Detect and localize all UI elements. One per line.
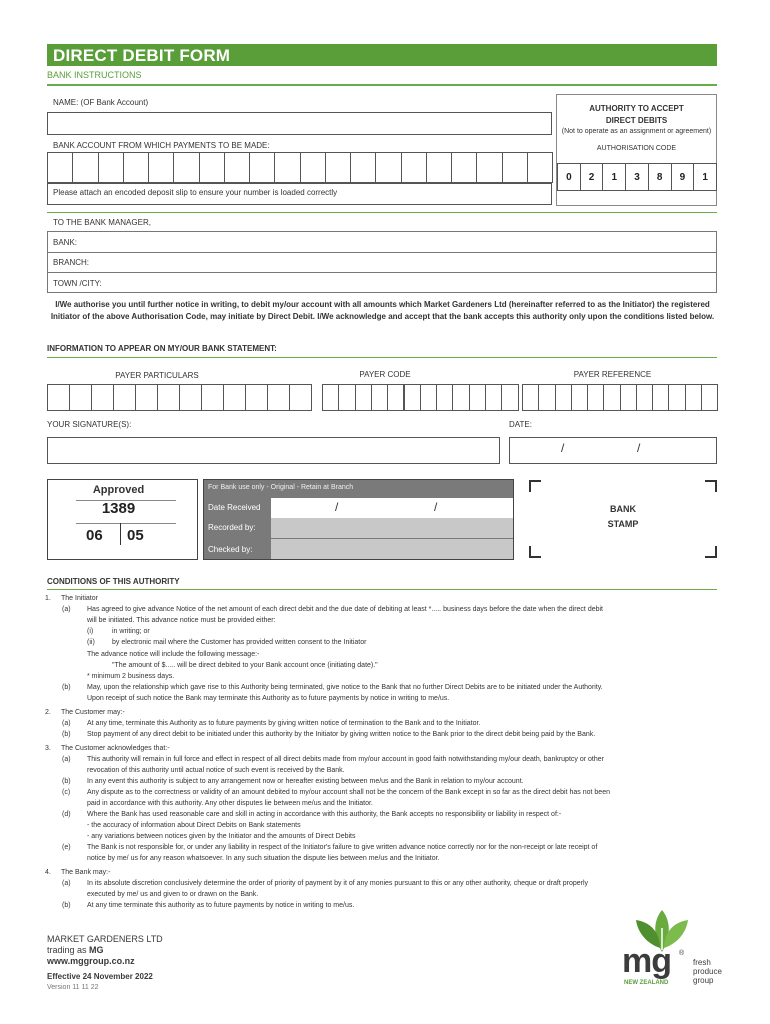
payer-code-label: PAYER CODE [359,370,411,379]
account-number-cells [47,152,552,183]
account-digit-cell[interactable] [249,152,275,183]
auth-code-digit: 2 [580,163,604,191]
divider [47,589,717,590]
account-digit-cell[interactable] [325,152,351,183]
condition-text: The advance notice will include the following message:- [87,651,260,658]
account-digit-cell[interactable] [502,152,528,183]
signature-field[interactable] [47,437,500,464]
condition-text: Upon receipt of such notice the Bank may terminate this Authority as to future payments by notice in writing to me/us. [87,695,450,702]
recorded-by-label: Recorded by: [208,523,256,532]
stamp-corner [705,480,717,492]
payer-cell[interactable] [469,384,486,411]
payer-cell[interactable] [485,384,502,411]
condition-text: - the accuracy of information about Direct Debits on Bank statements [87,822,301,829]
account-digit-cell[interactable] [224,152,250,183]
payer-cell[interactable] [179,384,202,411]
account-digit-cell[interactable] [148,152,174,183]
divider [47,252,717,253]
condition-text: In any event this authority is subject to any arrangement now or hereafter existing between me/us and the Bank in relation to my/our account. [87,778,524,785]
condition-text: At any time terminate this authority as to future payments by notice in writing to me/us. [87,902,355,909]
payer-cell[interactable] [587,384,604,411]
payer-cell[interactable] [555,384,572,411]
payer-cell[interactable] [420,384,437,411]
account-digit-cell[interactable] [401,152,427,183]
approved-label: Approved [92,484,145,496]
to-manager: TO THE BANK MANAGER, [53,218,151,227]
auth-code-label: AUTHORISATION CODE [596,145,677,152]
payer-cell[interactable] [603,384,620,411]
condition-number: (i) [87,628,94,635]
stamp-corner [529,546,541,558]
condition-text: Stop payment of any direct debit to be initiated under this authority by the Initiator by giving written notice to the Bank prior to the direct debit being paid by the Bank. [87,731,596,738]
payer-cell[interactable] [201,384,224,411]
condition-text: * minimum 2 business days. [87,673,175,680]
divider [120,523,121,545]
condition-text: paid in accordance with this authority. Any other disputes lie between me/us and the Initiator. [87,800,373,807]
condition-number: (b) [62,731,71,738]
logo-tag: produce [693,967,722,976]
payer-cell[interactable] [652,384,669,411]
bank-details-box [47,231,717,293]
payer-cell[interactable] [355,384,372,411]
trading-prefix: trading as [47,945,90,955]
payer-cell[interactable] [404,384,421,411]
authority-title-1: AUTHORITY TO ACCEPT [589,104,684,113]
payer-cell[interactable] [685,384,702,411]
condition-text: Any dispute as to the correctness or validity of an amount debited to my/our account shall not be the concern of the Bank except in so far as the direct debit has not been [87,789,610,796]
payer-particulars-label: PAYER PARTICULARS [115,371,199,380]
account-digit-cell[interactable] [350,152,376,183]
auth-code-digit: 8 [648,163,672,191]
logo-country: NEW ZEALAND [624,980,669,986]
authorise-text: I/We authorise you until further notice in writing, to debit my/our account with all amounts which Market Gardeners Ltd (hereinafter referred to as the Initiator) the registered Initiator of the above Authorisation Code, may initiate by Direct Debit. I/We acknowledge and accept that the bank accepts this authority only upon the conditions listed below. [50,300,715,321]
payer-cell[interactable] [338,384,355,411]
name-label: NAME: (OF Bank Account) [53,98,149,107]
divider [47,212,717,213]
condition-text: Where the Bank has used reasonable care and skill in acting in accordance with this authority, the Bank accepts no responsibility or liability in respect of:- [87,811,562,818]
date-received-field[interactable] [271,498,513,518]
payer-cell[interactable] [387,384,404,411]
payer-cell[interactable] [636,384,653,411]
date-separator: / [434,500,438,514]
condition-number: (e) [62,844,71,851]
auth-code-digit: 3 [625,163,649,191]
condition-text: revocation of this authority until actual notice of such event is received by the Bank. [87,767,345,774]
version: Version 11 11 22 [47,984,99,991]
condition-text: The Bank is not responsible for, or under any liability in respect of the Initiator's failure to give written advance notice correctly nor for the non-receipt or late receipt of [87,844,598,851]
payer-cell[interactable] [223,384,246,411]
condition-number: (b) [62,902,71,909]
logo-tagline [693,958,722,985]
divider [47,272,717,273]
logo-text: mg [622,942,671,980]
payer-cell[interactable] [267,384,290,411]
condition-text: In its absolute discretion conclusively determine the order of priority of payment by it of any monies pursuant to this or any other authority, cheque or draft properly [87,880,589,887]
account-digit-cell[interactable] [300,152,326,183]
condition-text: will be initiated. This advance notice must be provided either: [87,617,276,624]
account-digit-cell[interactable] [476,152,502,183]
date-received-label: Date Received [208,503,261,512]
payer-cell[interactable] [436,384,453,411]
payer-cell[interactable] [452,384,469,411]
conditions-title: CONDITIONS OF THIS AUTHORITY [47,577,180,586]
condition-text: notice by me/ us for any reason whatsoever. In any such situation the dispute lies between me/us and the Initiator. [87,855,440,862]
bank-stamp-line-1: BANK [610,504,636,514]
approved-right: 05 [127,527,144,544]
auth-code-digit: 9 [671,163,695,191]
payer-cell[interactable] [47,384,70,411]
date-separator: / [561,441,565,455]
account-digit-cell[interactable] [72,152,98,183]
payer-cell[interactable] [701,384,718,411]
logo-tag: fresh [693,958,711,967]
logo-tag: group [693,976,714,985]
auth-code-digit: 1 [602,163,626,191]
section-title: BANK INSTRUCTIONS [47,70,142,80]
payer-cell[interactable] [538,384,555,411]
payer-cell[interactable] [135,384,158,411]
payer-cell[interactable] [69,384,92,411]
condition-text: Has agreed to give advance Notice of the net amount of each direct debit and the due date of debiting at least *..... business days before the date when the direct debit [87,606,604,613]
approved-left: 06 [86,527,103,544]
payer-cell[interactable] [322,384,339,411]
divider [47,84,717,86]
company-name: MARKET GARDENERS LTD [47,934,163,944]
bank-use-label: For Bank use only - Original - Retain at Branch [208,484,354,491]
divider [47,357,717,358]
condition-number: (b) [62,684,71,691]
authority-title-2: DIRECT DEBITS [605,116,668,125]
bank-stamp-line-2: STAMP [607,519,639,529]
account-name-field[interactable] [47,112,552,135]
condition-text: by electronic mail where the Customer has provided written consent to the Initiator [112,639,367,646]
date-label: DATE: [509,420,532,429]
form-title-bar [47,44,717,66]
condition-number: (c) [62,789,71,796]
account-digit-cell[interactable] [47,152,73,183]
form-title: DIRECT DEBIT FORM [53,46,231,65]
logo-registered: ® [679,950,685,957]
account-digit-cell[interactable] [98,152,124,183]
condition-text: executed by me/ us and given to or drawn on the Bank. [87,891,259,898]
bank-label[interactable]: BANK: [53,238,78,247]
account-digit-cell[interactable] [123,152,149,183]
payer-cell[interactable] [620,384,637,411]
account-label: BANK ACCOUNT FROM WHICH PAYMENTS TO BE MADE: [53,141,270,150]
condition-number: (a) [62,880,71,887]
account-digit-cell[interactable] [527,152,553,183]
payer-cell[interactable] [668,384,685,411]
payer-cell[interactable] [245,384,268,411]
condition-number: (a) [62,606,71,613]
authority-note: (Not to operate as an assignment or agreement) [561,128,712,135]
stamp-corner [705,546,717,558]
condition-text: May, upon the relationship which gave rise to this Authority being terminated, give notice to the Bank that no further Direct Debits are to be initiated under the Authority. [87,684,603,691]
condition-text: The Customer may:- [61,709,125,716]
recorded-by-field[interactable] [271,518,513,538]
payer-cell[interactable] [289,384,312,411]
account-digit-cell[interactable] [375,152,401,183]
condition-number: 1. [45,595,51,602]
condition-number: (ii) [87,639,95,646]
branch-label[interactable]: BRANCH: [53,258,90,267]
account-digit-cell[interactable] [173,152,199,183]
effective-date: Effective 24 November 2022 [47,972,153,981]
trading-name: MG [89,945,104,955]
statement-label: INFORMATION TO APPEAR ON MY/OUR BANK STATEMENT: [47,344,277,353]
date-separator: / [637,441,641,455]
checked-by-field[interactable] [271,539,513,559]
account-digit-cell[interactable] [451,152,477,183]
payer-cell[interactable] [501,384,518,411]
condition-text: in writing; or [112,628,150,635]
payer-cell[interactable] [113,384,136,411]
condition-number: (b) [62,778,71,785]
checked-by-label: Checked by: [208,545,253,554]
condition-number: (d) [62,811,71,818]
date-field[interactable] [509,437,717,464]
signature-label: YOUR SIGNATURE(S): [47,420,132,429]
auth-code-cells [557,163,716,191]
condition-text: - any variations between notices given by the Initiator and the amounts of Direct Debits [87,833,356,840]
condition-number: 3. [45,745,51,752]
date-separator: / [335,500,339,514]
payer-cell[interactable] [157,384,180,411]
payer-cell[interactable] [571,384,588,411]
stamp-corner [529,480,541,492]
condition-text: "The amount of $..... will be direct debited to your Bank account once (initiating date)." [112,662,378,669]
condition-text: This authority will remain in full force and effect in respect of all direct debits made from my/our account in good faith notwithstanding my/our death, bankruptcy or other [87,756,604,763]
approved-number: 1389 [101,500,136,517]
trading-as [47,945,104,955]
condition-text: The Customer acknowledges that:- [61,745,170,752]
account-digit-cell[interactable] [426,152,452,183]
condition-number: 2. [45,709,51,716]
payer-cell[interactable] [522,384,539,411]
payer-reference-label: PAYER REFERENCE [573,370,652,379]
condition-text: The Initiator [61,595,98,602]
account-digit-cell[interactable] [199,152,225,183]
condition-text: At any time, terminate this Authority as to future payments by giving written notice of termination to the Bank and to the Initiator. [87,720,481,727]
account-digit-cell[interactable] [274,152,300,183]
auth-code-digit: 0 [557,163,581,191]
deposit-note: Please attach an encoded deposit slip to ensure your number is loaded correctly [53,188,338,197]
auth-code-digit: 1 [693,163,717,191]
payer-cell[interactable] [91,384,114,411]
payer-cell[interactable] [371,384,388,411]
condition-text: The Bank may:- [61,869,111,876]
condition-number: (a) [62,756,71,763]
condition-number: 4. [45,869,51,876]
condition-number: (a) [62,720,71,727]
town-label[interactable]: TOWN /CITY: [53,279,102,288]
website[interactable]: www.mggroup.co.nz [47,956,135,966]
payer-cells [47,384,717,411]
